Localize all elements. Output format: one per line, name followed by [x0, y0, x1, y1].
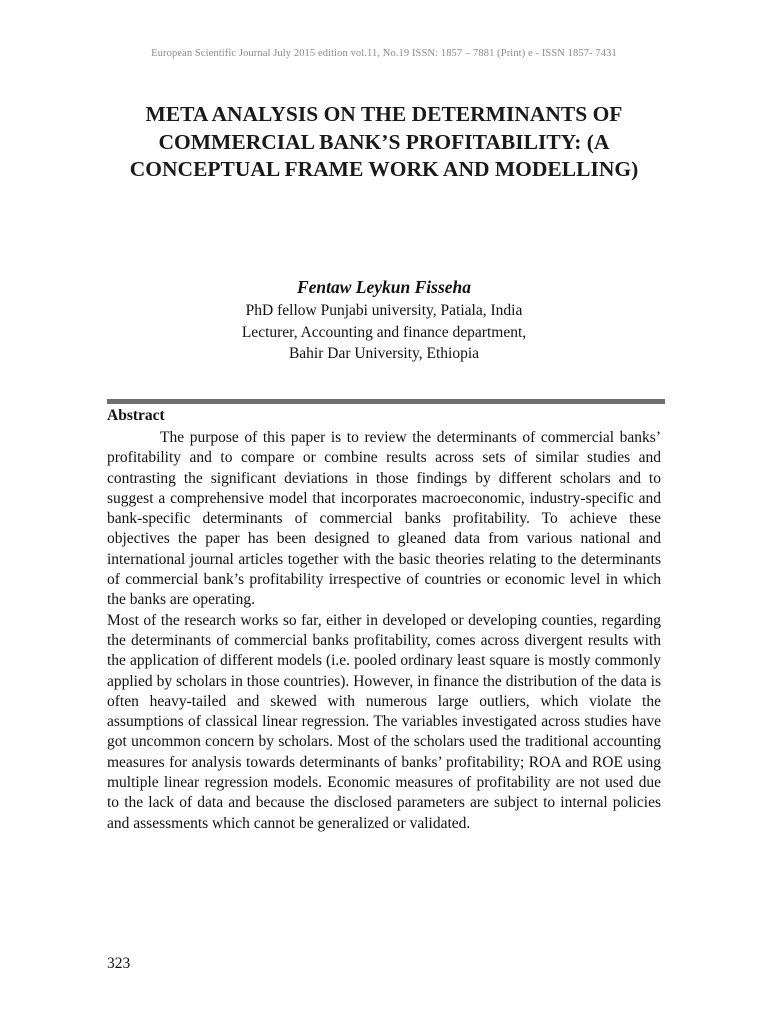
affiliation-line: Bahir Dar University, Ethiopia	[288, 345, 480, 362]
journal-header: European Scientific Journal July 2015 edition vol.11, No.19 ISSN: 1857 – 7881 (Print) e - ISSN 1857- 7431	[151, 48, 617, 59]
author-name: Fentaw Leykun Fisseha	[296, 277, 472, 297]
affiliation-line: Lecturer, Accounting and finance department,	[241, 323, 527, 341]
paper-title: META ANALYSIS ON THE DETERMINANTS OF COMMERCIAL BANK’S PROFITABILITY: (A CONCEPTUAL FRAME WORK AND MODELLING)	[129, 102, 639, 181]
abstract-paragraph: Most of the research works so far, either in developed or developing counties, regarding the determinants of commercial banks profitability, comes across divergent results with the application of different models (i.e. pooled ordinary least square is mostly commonly applied by scholars in those countries). However, in finance the distribution of the data is often heavy-tailed and skewed with numerous large outliers, which violate the assumptions of classical linear regression. The variables investigated across studies have got uncommon concern by scholars. Most of the scholars used the traditional accounting measures for analysis towards determinants of banks’ profitability; ROA and ROE using multiple linear regression models. Economic measures of profitability are not used due to the lack of data and because the disclosed parameters are subject to internal policies and assessments which cannot be generalized or validated.	[107, 611, 661, 832]
author-block	[0, 276, 768, 365]
page-number: 323	[107, 955, 131, 972]
affiliation-line: PhD fellow Punjabi university, Patiala, India	[245, 302, 523, 319]
abstract-body	[107, 428, 661, 834]
abstract-heading: Abstract	[107, 407, 165, 424]
section-divider	[107, 399, 665, 404]
abstract-paragraph: The purpose of this paper is to review the determinants of commercial banks’ profitability and to compare or combine results across sets of similar studies and contrasting the significant deviations in those findings by different scholars and to suggest a comprehensive model that incorporates macroeconomic, industry-specific and bank-specific determinants of commercial banks profitability. To achieve these objectives the paper has been designed to gleaned data from various national and international journal articles together with the basic theories relating to the determinants of commercial bank’s profitability irrespective of countries or economic level in which the banks are operating.	[107, 429, 661, 609]
